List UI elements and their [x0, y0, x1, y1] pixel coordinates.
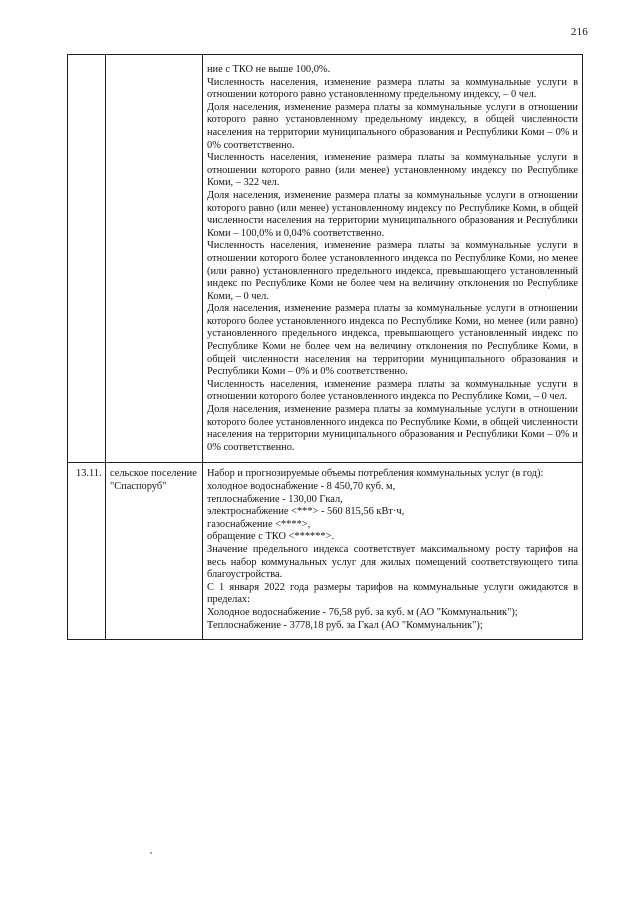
description-cell	[203, 55, 583, 463]
paragraph: Значение предельного индекса соответствует максимальному росту тарифов на весь набор коммунальных услуг для жилых помещений соответствующего типа благоустройства.	[207, 543, 578, 581]
paragraph: Численность населения, изменение размера платы за коммунальные услуги в отношении которого более установленного индекса по Республике Коми, но менее (или равно) установленного предельного индекса, превышающего установленный индекс по Республике Коми не более чем на величину отклонения по Республике Коми, – 0 чел.	[207, 240, 578, 302]
paragraph: Доля населения, изменение размера платы за коммунальные услуги в отношении которого более установленного индекса по Республике Коми, в общей численности населения на территории муниципального образования и Республики Коми – 0% и 0% соответственно.	[207, 404, 578, 453]
paragraph: Теплоснабжение - 3778,18 руб. за Гкал (АО "Коммунальник");	[207, 619, 483, 631]
page-number: 216	[570, 26, 588, 38]
municipality-cell: сельское поселение "Спаспоруб"	[106, 463, 203, 640]
paragraph: холодное водоснабжение - 8 450,70 куб. м,	[207, 481, 396, 492]
paragraph: ние с ТКО не выше 100,0%.	[207, 64, 331, 75]
description-cell	[203, 463, 583, 640]
paragraph: С 1 января 2022 года размеры тарифов на коммунальные услуги ожидаются в пределах:	[207, 581, 578, 606]
paragraph: Численность населения, изменение размера платы за коммунальные услуги в отношении которого равно (или менее) установленному индексу по Республике Коми, – 322 чел.	[207, 152, 578, 189]
paragraph: Доля населения, изменение размера платы за коммунальные услуги в отношении которого более установленного индекса по Республике Коми, но менее (или равно) установленного предельного индекса, превышающего установленный индекс по Республике Коми не более чем на величину отклонения по Республике Коми, в общей численности населения на территории муниципального образования и Республики Коми – 0% и 0% соответственно.	[207, 303, 578, 378]
paragraph: Доля населения, изменение размера платы за коммунальные услуги в отношении которого равно (или менее) установленному индексу по Республике Коми, в общей численности населения на территории муниципального образования и Республики Коми – 100,0% и 0,04% соответственно.	[207, 189, 578, 239]
paragraph: теплоснабжение - 130,00 Гкал,	[207, 493, 343, 505]
paragraph: электроснабжение <***> - 560 815,56 кВт·ч,	[207, 506, 405, 518]
table-row	[68, 55, 583, 463]
tariff-table	[67, 54, 583, 640]
paragraph: Численность населения, изменение размера платы за коммунальные услуги в отношении которого более установленного индекса по Республике Коми, – 0 чел.	[207, 378, 578, 403]
row-number-cell	[68, 55, 106, 463]
paragraph: Набор и прогнозируемые объемы потребления коммунальных услуг (в год):	[207, 468, 544, 480]
paragraph: Численность населения, изменение размера платы за коммунальные услуги в отношении которого равно установленному предельному индексу, – 0 чел.	[207, 76, 578, 101]
paragraph: обращение с ТКО <******>.	[207, 531, 335, 543]
paragraph: газоснабжение <****>,	[207, 518, 311, 530]
scan-artifact	[150, 852, 152, 854]
paragraph: Холодное водоснабжение - 76,58 руб. за куб. м (АО "Коммунальник");	[207, 606, 518, 618]
paragraph: Доля населения, изменение размера платы за коммунальные услуги в отношении которого равно установленному предельному индексу, в общей численности населения на территории муниципального образования и Республики Коми – 0% и 0% соответственно.	[207, 101, 578, 151]
municipality-cell	[106, 55, 203, 463]
row-number-cell: 13.11.	[68, 463, 106, 640]
table-row	[68, 463, 583, 640]
